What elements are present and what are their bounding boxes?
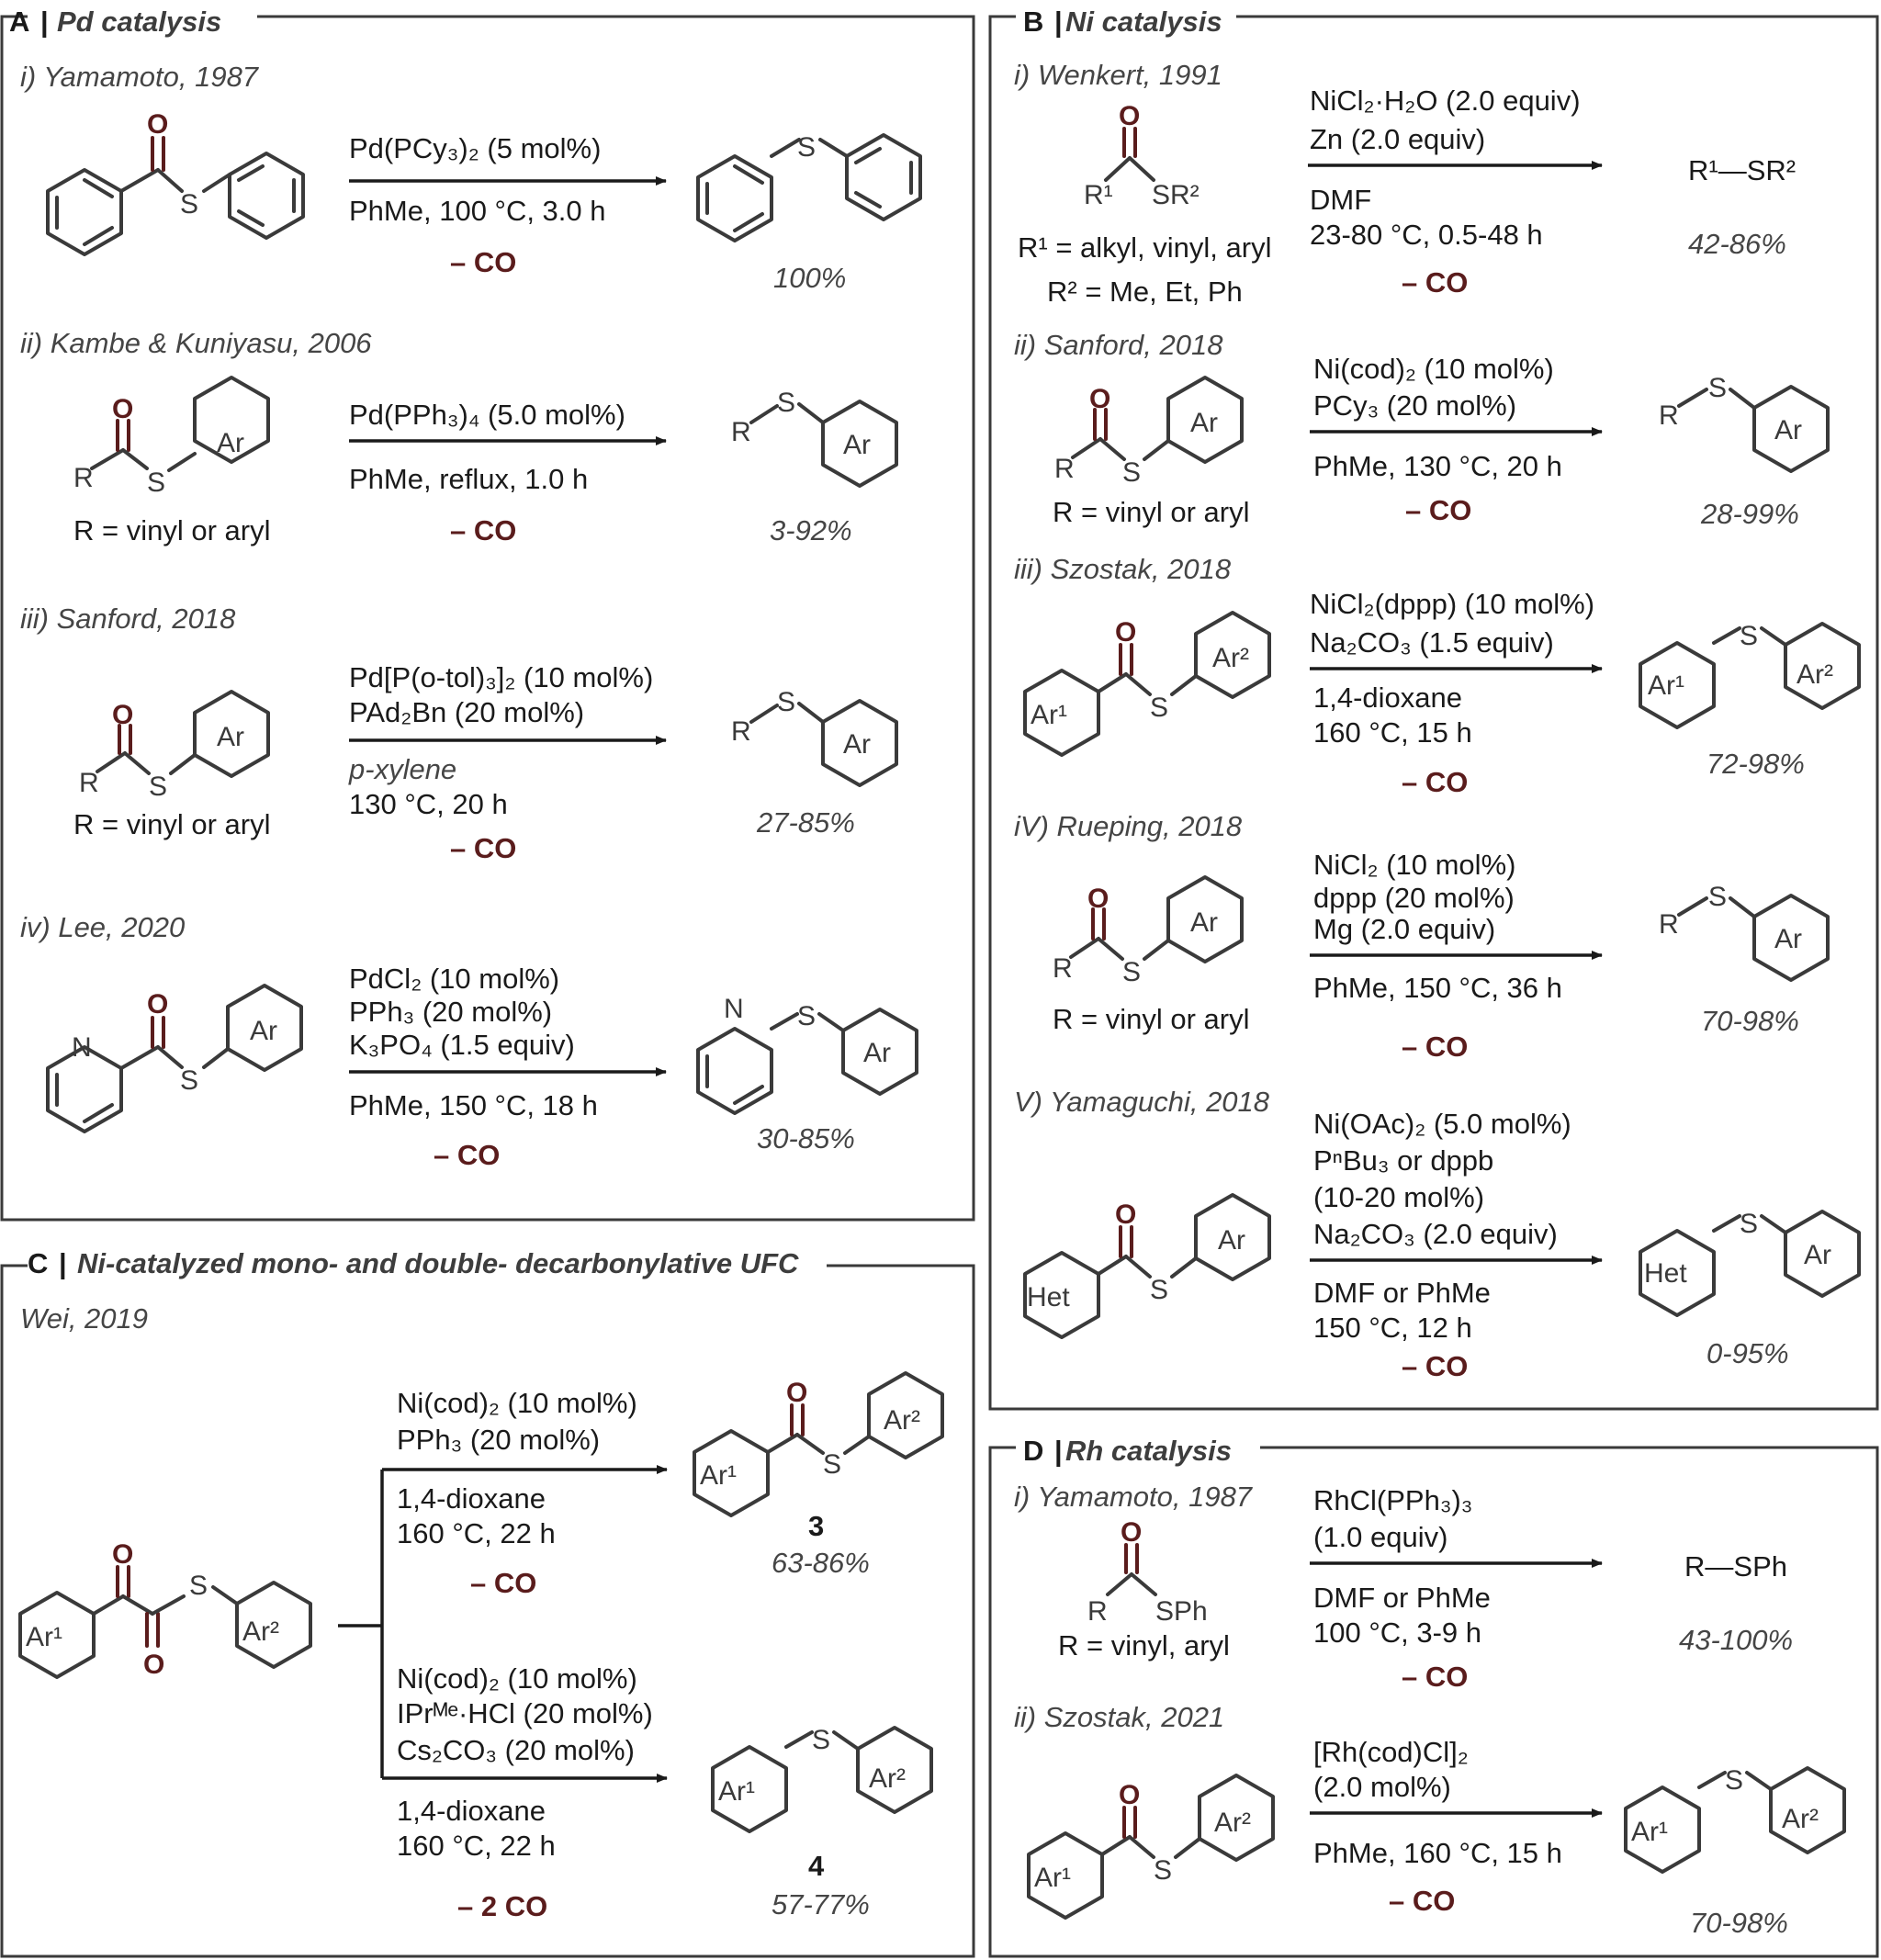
svg-text:PhMe, 160 °C, 15 h: PhMe, 160 °C, 15 h [1313,1837,1562,1869]
svg-text:S: S [1154,1855,1173,1886]
svg-text:R = vinyl or aryl: R = vinyl or aryl [1053,496,1250,528]
ref-b4: iV) Rueping, 2018 [1014,810,1243,842]
panel-a-title: Pd catalysis [57,6,222,38]
svg-text:Ar: Ar [1774,924,1802,954]
svg-text:RhCl(PPh₃)₃: RhCl(PPh₃)₃ [1313,1484,1473,1516]
svg-text:Ar: Ar [843,430,871,460]
ref-a4: iv) Lee, 2020 [20,911,186,943]
arrow-b4 [1310,849,1602,1063]
svg-text:100 °C, 3-9 h: 100 °C, 3-9 h [1313,1616,1482,1649]
svg-text:– CO: – CO [450,514,517,546]
svg-text:Ar: Ar [1774,415,1802,445]
svg-text:1,4-dioxane: 1,4-dioxane [397,1482,546,1515]
svg-text:PPh₃ (20 mol%): PPh₃ (20 mol%) [397,1424,601,1456]
branch-arrows-c [338,1470,667,1778]
ref-d1: i) Yamamoto, 1987 [1014,1481,1253,1513]
svg-text:Pd(PPh₃)₄ (5.0 mol%): Pd(PPh₃)₄ (5.0 mol%) [349,399,625,431]
svg-text:Ar: Ar [843,729,871,760]
svg-text:p-xylene: p-xylene [349,753,457,785]
yield-b3: 72-98% [1706,748,1805,780]
reactant-b5 [1025,1195,1269,1337]
svg-text:Ar¹: Ar¹ [700,1460,737,1491]
panel-a-letter: A [9,6,30,38]
svg-text:S: S [777,687,796,717]
svg-text:Ar: Ar [1804,1240,1831,1270]
svg-text:DMF or PhMe: DMF or PhMe [1313,1277,1491,1309]
svg-text:PⁿBu₃ or dppb: PⁿBu₃ or dppb [1313,1144,1494,1177]
svg-text:Ni(cod)₂ (10 mol%): Ni(cod)₂ (10 mol%) [397,1662,637,1695]
svg-text:Ni(OAc)₂ (5.0 mol%): Ni(OAc)₂ (5.0 mol%) [1313,1108,1571,1140]
svg-text:– CO: – CO [434,1139,501,1171]
reactant-b2 [1053,377,1249,528]
product-a1 [698,132,920,241]
svg-text:PCy₃ (20 mol%): PCy₃ (20 mol%) [1313,389,1517,422]
svg-text:Pd(PCy₃)₂ (5 mol%): Pd(PCy₃)₂ (5 mol%) [349,132,602,164]
svg-text:– CO: – CO [1402,1350,1469,1382]
svg-text:S: S [1708,882,1728,912]
panel-b [990,6,1877,1409]
svg-text:O: O [112,1539,134,1570]
svg-text:160 °C, 22 h: 160 °C, 22 h [397,1517,556,1549]
svg-text:R = vinyl or aryl: R = vinyl or aryl [73,808,271,840]
product-b3 [1640,621,1859,727]
ref-b1: i) Wenkert, 1991 [1014,59,1222,91]
svg-text:R² = Me, Et, Ph: R² = Me, Et, Ph [1047,276,1243,308]
svg-text:O: O [1119,101,1141,131]
svg-text:O: O [143,1650,165,1680]
svg-text:S: S [1122,457,1142,488]
svg-text:23-80 °C, 0.5-48 h: 23-80 °C, 0.5-48 h [1310,219,1543,251]
svg-text:Na₂CO₃ (1.5 equiv): Na₂CO₃ (1.5 equiv) [1310,626,1554,659]
svg-text:Ar: Ar [1218,1225,1245,1256]
svg-text:Ar: Ar [1190,408,1218,438]
svg-text:Cs₂CO₃ (20 mol%): Cs₂CO₃ (20 mol%) [397,1734,635,1766]
svg-text:– 2 CO: – 2 CO [457,1890,548,1922]
svg-text:– CO: – CO [1402,766,1469,798]
svg-text:1,4-dioxane: 1,4-dioxane [1313,681,1463,714]
svg-text:Ar²: Ar² [869,1763,906,1794]
svg-text:– CO: – CO [450,246,517,278]
svg-text:O: O [147,989,169,1019]
svg-text:R: R [79,768,99,798]
svg-text:R: R [1087,1596,1108,1627]
svg-text:130 °C, 20 h: 130 °C, 20 h [349,788,508,820]
svg-text:|: | [1054,1435,1063,1467]
svg-text:R = vinyl, aryl: R = vinyl, aryl [1058,1629,1230,1661]
svg-text:(2.0 mol%): (2.0 mol%) [1313,1771,1451,1803]
svg-text:– CO: – CO [470,1567,537,1599]
svg-text:O: O [1121,1517,1143,1548]
svg-text:Ar²: Ar² [1797,659,1833,690]
panel-d-letter: D [1023,1435,1044,1467]
svg-text:O: O [1089,384,1111,414]
svg-text:S: S [147,467,166,498]
panel-b-letter: B [1023,6,1044,38]
svg-text:O: O [112,394,134,424]
arrow-b5 [1310,1108,1602,1382]
arrow-d2 [1310,1736,1602,1917]
svg-text:R: R [1054,454,1075,484]
yield-a4: 30-85% [757,1122,855,1155]
svg-text:NiCl₂·H₂O (2.0 equiv): NiCl₂·H₂O (2.0 equiv) [1310,84,1581,117]
arrow-d1 [1310,1484,1602,1693]
compound-4-label: 4 [808,1850,825,1882]
svg-text:S: S [1122,957,1142,987]
svg-text:|: | [59,1247,67,1279]
yield-b1: 42-86% [1688,228,1786,260]
ref-a2: ii) Kambe & Kuniyasu, 2006 [20,327,372,359]
svg-text:O: O [786,1378,808,1408]
svg-text:SPh: SPh [1155,1596,1208,1627]
product-c3 [694,1373,942,1515]
svg-text:Het: Het [1644,1258,1687,1289]
product-a3 [731,687,896,785]
svg-text:Mg (2.0 equiv): Mg (2.0 equiv) [1313,913,1496,945]
reactant-b3 [1025,613,1269,755]
svg-text:O: O [1115,1200,1137,1230]
svg-text:160 °C, 15 h: 160 °C, 15 h [1313,716,1472,749]
yield-b4: 70-98% [1701,1005,1799,1037]
svg-text:S: S [812,1725,831,1755]
svg-text:Ar²: Ar² [242,1616,279,1647]
yield-c3: 63-86% [772,1547,870,1579]
reactant-d2 [1029,1775,1273,1918]
panel-d [990,1435,1877,1956]
ref-b2: ii) Sanford, 2018 [1014,329,1223,361]
svg-text:O: O [112,700,134,730]
svg-text:R: R [1659,909,1679,940]
svg-text:S: S [1150,1275,1169,1305]
svg-text:R: R [1659,400,1679,431]
panel-c [2,1247,974,1956]
svg-text:DMF: DMF [1310,184,1372,216]
svg-text:Ar: Ar [1190,907,1218,938]
svg-text:[Rh(cod)Cl]₂: [Rh(cod)Cl]₂ [1313,1736,1469,1768]
product-a2 [731,388,896,486]
yield-d2: 70-98% [1690,1907,1788,1939]
svg-text:SR²: SR² [1152,180,1200,210]
svg-text:R: R [73,463,94,493]
arrow-b2 [1310,353,1602,526]
svg-text:NiCl₂ (10 mol%): NiCl₂ (10 mol%) [1313,849,1516,881]
svg-text:O: O [147,109,169,140]
svg-text:DMF or PhMe: DMF or PhMe [1313,1582,1491,1614]
svg-text:160 °C, 22 h: 160 °C, 22 h [397,1830,556,1862]
ref-a1: i) Yamamoto, 1987 [20,61,259,93]
arrow-a2 [349,399,666,546]
svg-text:Ar¹: Ar¹ [1631,1817,1668,1847]
reactant-a3 [73,692,270,840]
svg-text:R: R [731,417,751,447]
svg-text:Ar: Ar [863,1038,891,1068]
panel-b-title: Ni catalysis [1065,6,1222,38]
ref-a3: iii) Sanford, 2018 [20,603,236,635]
svg-text:R: R [1053,953,1073,984]
svg-text:Na₂CO₃ (2.0 equiv): Na₂CO₃ (2.0 equiv) [1313,1218,1558,1250]
svg-text:– CO: – CO [1402,266,1469,299]
svg-text:K₃PO₄ (1.5 equiv): K₃PO₄ (1.5 equiv) [349,1029,575,1061]
panel-c-letter: C [28,1247,49,1279]
svg-text:|: | [1054,6,1063,38]
svg-text:150 °C, 12 h: 150 °C, 12 h [1313,1312,1472,1344]
svg-text:– CO: – CO [1389,1885,1456,1917]
product-d2 [1626,1765,1844,1872]
svg-text:dppp (20 mol%): dppp (20 mol%) [1313,882,1515,914]
reactant-a2 [73,377,270,546]
svg-text:R¹: R¹ [1084,180,1113,210]
yield-d1: 43-100% [1679,1624,1794,1656]
reactant-b1 [1018,101,1271,308]
svg-text:S: S [797,132,817,163]
yield-a2: 3-92% [770,514,852,546]
product-b4 [1659,882,1828,980]
svg-text:S: S [1150,693,1169,723]
svg-text:S: S [797,1001,817,1031]
svg-text:– CO: – CO [1402,1661,1469,1693]
ref-d2: ii) Szostak, 2021 [1014,1701,1225,1733]
product-b2 [1659,373,1828,471]
svg-text:Ar²: Ar² [1214,1808,1251,1838]
svg-text:– CO: – CO [1405,494,1472,526]
svg-text:Ni(cod)₂ (10 mol%): Ni(cod)₂ (10 mol%) [397,1387,637,1419]
svg-text:S: S [777,388,796,418]
svg-text:PhMe, 150 °C, 36 h: PhMe, 150 °C, 36 h [1313,972,1562,1004]
yield-a3: 27-85% [757,806,855,839]
svg-text:O: O [1115,617,1137,648]
svg-text:R¹ = alkyl, vinyl, aryl: R¹ = alkyl, vinyl, aryl [1018,231,1272,264]
reactant-b4 [1053,877,1249,1035]
panel-a [2,6,974,1220]
svg-text:|: | [40,6,49,38]
svg-text:S: S [1740,621,1759,651]
arrow-a4 [349,963,666,1171]
svg-text:PAd₂Bn (20 mol%): PAd₂Bn (20 mol%) [349,696,585,728]
yield-c4: 57-77% [772,1888,870,1921]
svg-text:– CO: – CO [450,832,517,864]
svg-text:PdCl₂ (10 mol%): PdCl₂ (10 mol%) [349,963,560,995]
svg-text:O: O [1087,884,1109,914]
svg-text:O: O [1119,1780,1141,1810]
svg-text:R: R [731,716,751,747]
svg-text:PhMe, 130 °C, 20 h: PhMe, 130 °C, 20 h [1313,450,1562,482]
svg-text:1,4-dioxane: 1,4-dioxane [397,1795,546,1827]
svg-text:Ar: Ar [250,1016,277,1046]
svg-text:S: S [180,1065,199,1096]
svg-text:R = vinyl or aryl: R = vinyl or aryl [1053,1003,1250,1035]
svg-text:Ar²: Ar² [884,1405,920,1436]
yield-b5: 0-95% [1706,1337,1789,1369]
svg-text:Ar²: Ar² [1212,643,1249,673]
svg-text:Ar: Ar [217,428,244,458]
ref-b5: V) Yamaguchi, 2018 [1014,1086,1270,1118]
yield-b2: 28-99% [1701,498,1799,530]
svg-text:Ar¹: Ar¹ [26,1622,62,1652]
arrow-a1 [349,132,666,278]
svg-text:S: S [823,1449,842,1480]
arrow-a3 [348,661,666,864]
conditions-c-lower [397,1662,653,1922]
svg-text:PhMe, 150 °C, 18 h: PhMe, 150 °C, 18 h [349,1089,598,1121]
arrow-b3 [1310,588,1602,798]
svg-text:S: S [149,772,168,802]
conditions-c-upper [397,1387,637,1599]
product-c4 [713,1725,931,1831]
arrow-b1 [1308,84,1602,299]
ref-c: Wei, 2019 [20,1302,149,1335]
svg-text:N: N [72,1032,92,1063]
svg-text:Het: Het [1027,1282,1070,1312]
svg-text:Ar¹: Ar¹ [1648,670,1684,701]
svg-text:(1.0 equiv): (1.0 equiv) [1313,1521,1448,1553]
svg-text:(10-20 mol%): (10-20 mol%) [1313,1181,1485,1213]
product-b1: R¹—SR² [1688,154,1797,186]
yield-a1: 100% [773,262,847,294]
svg-text:S: S [180,189,199,220]
reactant-a1 [48,109,303,254]
svg-text:N: N [724,994,744,1024]
svg-text:S: S [1725,1765,1744,1796]
svg-text:Ar: Ar [217,722,244,752]
svg-text:S: S [189,1571,208,1601]
svg-text:Ar¹: Ar¹ [1034,1863,1071,1893]
svg-text:IPrᴹᵉ·HCl (20 mol%): IPrᴹᵉ·HCl (20 mol%) [397,1697,653,1729]
svg-text:– CO: – CO [1402,1031,1469,1063]
svg-text:Ar²: Ar² [1782,1804,1819,1834]
svg-text:Ni(cod)₂ (10 mol%): Ni(cod)₂ (10 mol%) [1313,353,1554,385]
panel-d-title: Rh catalysis [1065,1435,1232,1467]
svg-text:R = vinyl or aryl: R = vinyl or aryl [73,514,271,546]
product-a4 [698,994,917,1113]
reactant-a4 [48,986,301,1132]
svg-text:NiCl₂(dppp) (10 mol%): NiCl₂(dppp) (10 mol%) [1310,588,1595,620]
svg-text:Ar¹: Ar¹ [718,1776,755,1807]
product-b5 [1640,1209,1859,1315]
svg-text:S: S [1740,1209,1759,1239]
reactant-d1 [1058,1517,1230,1661]
svg-text:S: S [1708,373,1728,403]
svg-text:PhMe, 100 °C, 3.0 h: PhMe, 100 °C, 3.0 h [349,195,606,227]
svg-text:PPh₃ (20 mol%): PPh₃ (20 mol%) [349,996,553,1028]
reactant-c [20,1539,310,1680]
compound-3-label: 3 [808,1510,825,1542]
panel-c-title: Ni-catalyzed mono- and double- decarbonylative UFC [77,1247,799,1279]
svg-text:Zn (2.0 equiv): Zn (2.0 equiv) [1310,123,1486,155]
svg-text:Ar¹: Ar¹ [1031,700,1067,730]
ref-b3: iii) Szostak, 2018 [1014,553,1232,585]
svg-text:Pd[P(o-tol)₃]₂ (10 mol%): Pd[P(o-tol)₃]₂ (10 mol%) [349,661,654,693]
svg-text:PhMe, reflux, 1.0 h: PhMe, reflux, 1.0 h [349,463,589,495]
product-d1: R—SPh [1684,1550,1787,1583]
